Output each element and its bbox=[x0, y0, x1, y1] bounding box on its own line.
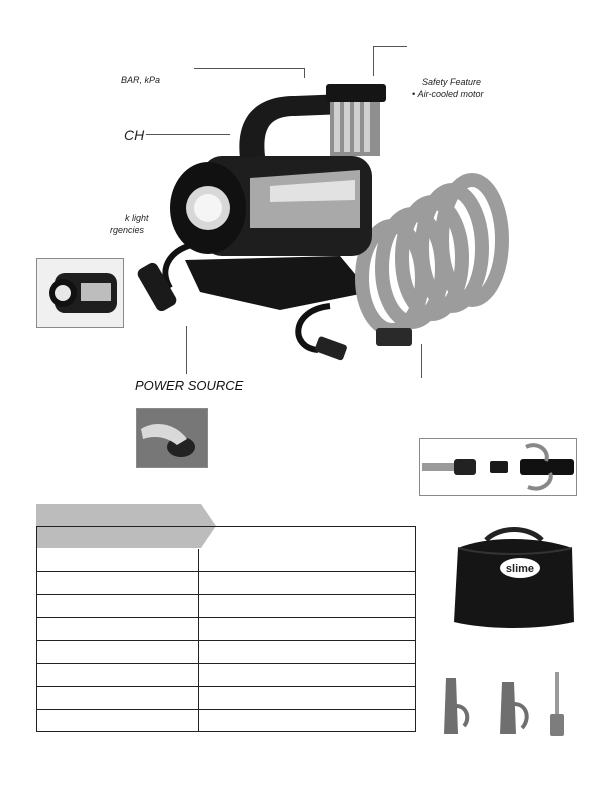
compressor-illustration bbox=[130, 78, 520, 378]
hose-connector-image bbox=[420, 439, 576, 495]
carry-bag-illustration bbox=[448, 526, 580, 636]
table-row bbox=[37, 617, 415, 618]
safety-feature-label: Safety Feature bbox=[422, 77, 482, 87]
ch-label: CH bbox=[124, 127, 145, 143]
bar-kpa-leader-drop bbox=[304, 68, 305, 78]
coiled-hose bbox=[362, 180, 502, 330]
needle-adapter-icon bbox=[550, 672, 564, 736]
table-row bbox=[37, 686, 415, 687]
light-label-line1: k light bbox=[125, 213, 149, 223]
bag-brand-logo: slime bbox=[505, 563, 535, 575]
table-row bbox=[37, 663, 415, 664]
bar-kpa-label: BAR, kPa bbox=[121, 75, 161, 85]
air-cooled-motor-label: • Air-cooled motor bbox=[412, 89, 484, 99]
safety-leader bbox=[373, 46, 407, 47]
power-source-label: POWER SOURCE bbox=[135, 378, 244, 393]
power-socket-photo bbox=[136, 408, 208, 468]
light-label-line2: rgencies bbox=[110, 225, 145, 235]
nozzle-adapters-illustration bbox=[438, 670, 578, 742]
table-row bbox=[37, 571, 415, 572]
light-inset-image bbox=[37, 259, 123, 327]
spec-table bbox=[36, 526, 416, 732]
bullet-icon: • bbox=[412, 89, 416, 99]
hose-connector-photo bbox=[419, 438, 577, 496]
bar-kpa-leader bbox=[194, 68, 304, 69]
table-row bbox=[37, 709, 415, 710]
safety-leader-drop bbox=[373, 46, 374, 76]
inflator-adapter-icon bbox=[500, 682, 527, 734]
table-row bbox=[37, 640, 415, 641]
table-row bbox=[37, 594, 415, 595]
light-inset-photo bbox=[36, 258, 124, 328]
power-socket-image bbox=[137, 409, 207, 467]
presta-adapter-icon bbox=[444, 678, 467, 734]
